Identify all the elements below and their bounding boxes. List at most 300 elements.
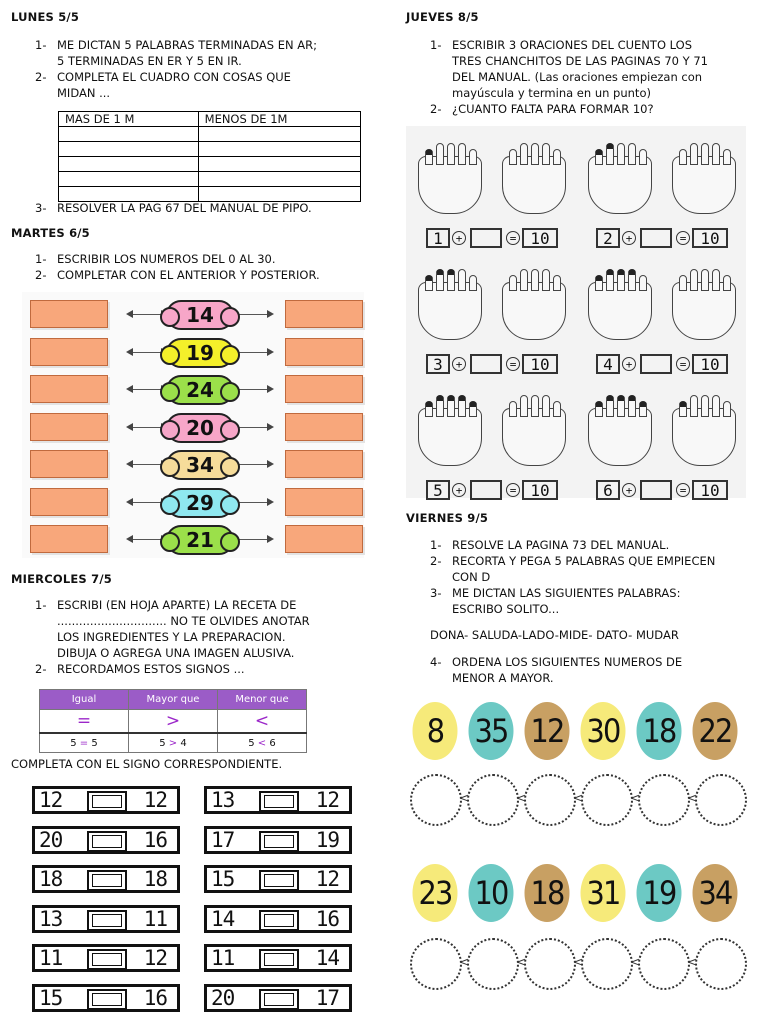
number-flower: 19 [166,338,234,368]
task-item [406,537,766,553]
table-cell[interactable] [198,127,360,142]
hand-drawing [418,282,482,340]
sign-answer-box[interactable] [87,870,127,891]
number-ball: 10 [469,864,514,922]
finger [458,143,466,165]
answer-box[interactable] [470,228,502,248]
task-text: RESOLVE LA PAGINA 73 DEL MANUAL. [452,538,670,552]
finger [447,269,455,291]
neighbors-exercise [22,292,364,558]
finger [712,143,720,165]
finger [712,269,720,291]
equals-sign: = [676,231,690,245]
task-text: ME DICTAN 5 PALABRAS TERMINADAS EN AR; [57,38,317,52]
comparison-box [32,944,180,972]
sign-answer-box[interactable] [259,949,299,970]
table-cell[interactable] [198,142,360,157]
finger [531,269,539,291]
comparison-box [204,984,352,1012]
hand-drawing [418,156,482,214]
lunes-heading: LUNES 5/5 [11,10,80,24]
finger [628,395,636,417]
given-number: 4 [596,354,620,374]
sign-answer-box[interactable] [259,831,299,852]
comparison-box [204,865,352,893]
finger [425,149,433,165]
answer-box-next[interactable] [285,488,363,516]
task-text: ME DICTAN LAS SIGUIENTES PALABRAS: [452,586,681,600]
comparison-box [32,984,180,1012]
comparison-box [32,786,180,814]
table-cell[interactable] [198,157,360,172]
task-number: 2- [35,268,47,282]
finger [606,395,614,417]
finger [447,143,455,165]
compare-left: 12 [39,788,63,812]
jueves-heading: JUEVES 8/5 [406,10,479,24]
equals-sign: = [506,483,520,497]
ten-equation [596,480,728,500]
given-number: 1 [426,228,450,248]
number-flower: 34 [166,450,234,480]
task-number: 3- [35,201,47,215]
task-item [11,69,391,101]
sign-answer-box[interactable] [259,870,299,891]
task-text: .............................. NO TE OLVIDES ANOTAR [57,614,310,628]
finger [639,275,647,291]
task-item [11,37,391,69]
comparison-box [32,826,180,854]
task-text: RECORDAMOS ESTOS SIGNOS ... [57,662,245,676]
answer-box-previous[interactable] [30,300,108,328]
viernes-task-4 [406,654,766,686]
answer-box-next[interactable] [285,375,363,403]
total-number: 10 [522,228,558,248]
finger [531,143,539,165]
finger [723,401,731,417]
total-number: 10 [522,480,558,500]
number-flower: 20 [166,413,234,443]
sign-answer-box[interactable] [259,989,299,1010]
compare-right: 12 [315,788,339,812]
task-text: RECORTA Y PEGA 5 PALABRAS QUE EMPIECEN [452,554,716,568]
martes-tasks [11,251,391,283]
equals-sign: = [676,483,690,497]
hand-drawing [672,408,736,466]
number-ball: 12 [525,702,570,760]
task-item [406,37,766,101]
sign-answer-box[interactable] [259,791,299,812]
task-number: 1- [430,38,442,52]
ten-equation [426,354,558,374]
compare-left: 18 [39,867,63,891]
finger [701,143,709,165]
compare-left: 13 [39,906,63,931]
ordering-exercise [406,700,751,1000]
answer-circle[interactable] [695,938,747,990]
finger [458,269,466,291]
plus-sign: + [622,483,636,497]
task-item [11,267,391,283]
finger [542,269,550,291]
viernes-heading: VIERNES 9/5 [406,511,489,525]
compare-left: 13 [211,788,235,812]
answer-box-next[interactable] [285,338,363,366]
task-text: COMPLETAR CON EL ANTERIOR Y POSTERIOR. [57,268,320,282]
answer-box-previous[interactable] [30,413,108,441]
sign-symbol: > [129,710,218,734]
finger [436,395,444,417]
miercoles-heading: MIERCOLES 7/5 [11,572,112,586]
sign-answer-box[interactable] [87,989,127,1010]
finger [509,401,517,417]
number-ball: 19 [637,864,682,922]
finger [520,269,528,291]
answer-circle[interactable] [581,774,633,826]
answer-circle[interactable] [524,938,576,990]
table-cell[interactable] [59,157,199,172]
answer-circle[interactable] [581,938,633,990]
task-number: 2- [35,70,47,84]
finger [553,275,561,291]
finger [469,149,477,165]
compare-right: 12 [143,946,167,970]
plus-sign: + [622,357,636,371]
less-than-sign: < [573,791,584,805]
number-ball: 35 [469,702,514,760]
equals-sign: = [506,357,520,371]
table-cell[interactable] [198,172,360,187]
finger [679,149,687,165]
number-ball: 22 [693,702,738,760]
finger [639,401,647,417]
less-than-sign: < [516,955,527,969]
number-flower: 24 [166,375,234,405]
answer-box-previous[interactable] [30,525,108,553]
example-a: 5 [248,737,255,749]
total-number: 10 [692,354,728,374]
ten-equation [426,228,558,248]
finger [520,395,528,417]
finger [701,395,709,417]
finger [458,395,466,417]
finger [690,269,698,291]
sign-header: Igual [40,690,129,710]
task-number: 1- [430,538,442,552]
finger [606,269,614,291]
answer-box[interactable] [640,480,672,500]
task-number: 2- [35,662,47,676]
answer-circle[interactable] [467,938,519,990]
martes-heading: MARTES 6/5 [11,226,90,240]
task-number: 1- [35,252,47,266]
finger [679,401,687,417]
task-text: ESCRIBIR LOS NUMEROS DEL 0 AL 30. [57,252,276,266]
hand-drawing [588,408,652,466]
finger [628,143,636,165]
number-ball: 18 [637,702,682,760]
sign-answer-box[interactable] [87,791,127,812]
task-text: DEL MANUAL. (Las oraciones empiezan con [452,70,703,84]
answer-circle[interactable] [695,774,747,826]
task-text: CON D [452,570,491,584]
task-number: 1- [35,38,47,52]
finger [712,395,720,417]
finger [436,269,444,291]
sign-example [218,733,307,753]
plus-sign: + [452,483,466,497]
compare-right: 11 [143,906,167,931]
answer-circle[interactable] [410,938,462,990]
number-flower: 21 [166,525,234,555]
example-b: 6 [269,737,276,749]
sign-answer-box[interactable] [87,831,127,852]
task-text: ESCRIBIR 3 ORACIONES DEL CUENTO LOS [452,38,692,52]
answer-box-previous[interactable] [30,375,108,403]
finger [425,275,433,291]
hand-drawing [588,156,652,214]
finger [447,395,455,417]
less-than-sign: < [687,791,698,805]
compare-left: 20 [39,827,63,852]
compare-right: 17 [315,985,339,1010]
jueves-tasks [406,37,766,117]
compare-left: 11 [211,946,235,970]
hand-drawing [418,408,482,466]
task-number: 1- [35,598,47,612]
finger [617,395,625,417]
equals-sign: = [506,231,520,245]
answer-box-previous[interactable] [30,338,108,366]
hand-drawing [672,282,736,340]
sign-example [40,733,129,753]
less-than-sign: < [459,791,470,805]
answer-circle[interactable] [638,774,690,826]
finger [436,143,444,165]
lunes-tasks [11,37,391,101]
hand-drawing [502,156,566,214]
sign-header: Menor que [218,690,307,710]
answer-box-next[interactable] [285,525,363,553]
sign-example [129,733,218,753]
signs-table [39,689,307,753]
number-flower: 29 [166,488,234,518]
answer-box[interactable] [640,228,672,248]
plus-sign: + [452,231,466,245]
compare-right: 12 [143,788,167,812]
number-ball: 31 [581,864,626,922]
less-than-sign: < [687,955,698,969]
comparison-box [204,944,352,972]
finger [531,395,539,417]
task-text: ESCRIBI (EN HOJA APARTE) LA RECETA DE [57,598,297,612]
finger [595,149,603,165]
compare-right: 18 [143,867,167,891]
task-text: DIBUJA O AGREGA UNA IMAGEN ALUSIVA. [57,646,295,660]
compare-left: 20 [211,985,235,1010]
task-text: 5 TERMINADAS EN ER Y 5 EN IR. [57,54,242,68]
answer-circle[interactable] [410,774,462,826]
task-text: mayúscula y termina en un punto) [452,86,651,100]
answer-circle[interactable] [524,774,576,826]
compare-left: 15 [211,867,235,891]
finger [542,143,550,165]
compare-right: 16 [143,827,167,852]
task-text: ESCRIBO SOLITO... [452,602,560,616]
complete-instruction: COMPLETA CON EL SIGNO CORRESPONDIENTE. [11,757,283,771]
compare-left: 15 [39,985,63,1010]
example-op: > [168,737,178,749]
total-number: 10 [522,354,558,374]
sign-answer-box[interactable] [259,910,299,931]
task-number: 4- [430,655,442,669]
task-item [406,101,766,117]
answer-box-next[interactable] [285,413,363,441]
ten-equation [596,228,728,248]
task-text: MIDAN ... [57,86,111,100]
comparison-box [204,826,352,854]
miercoles-tasks [11,597,391,677]
measure-table [58,111,361,202]
total-number: 10 [692,228,728,248]
comparison-box [32,905,180,933]
finger [639,149,647,165]
given-number: 6 [596,480,620,500]
finger [628,269,636,291]
finger [723,275,731,291]
task-item [406,585,766,617]
answer-box[interactable] [470,480,502,500]
example-a: 5 [159,737,166,749]
finger [595,401,603,417]
number-ball: 18 [525,864,570,922]
finger [542,395,550,417]
task-text: RESOLVER LA PAG 67 DEL MANUAL DE PIPO. [57,201,312,215]
answer-box-next[interactable] [285,300,363,328]
comparisons-area [0,780,380,1020]
finger [425,401,433,417]
sign-symbol: < [218,710,307,734]
task-number: 2- [430,102,442,116]
table-cell[interactable] [59,172,199,187]
finger [595,275,603,291]
task-item [11,597,391,661]
table-cell[interactable] [59,142,199,157]
equals-sign: = [676,357,690,371]
task-item [11,661,391,677]
answer-circle[interactable] [467,774,519,826]
finger [701,269,709,291]
less-than-sign: < [516,791,527,805]
number-ball: 34 [693,864,738,922]
finger [617,143,625,165]
ten-equation [596,354,728,374]
table-header: MENOS DE 1M [198,112,360,127]
table-cell[interactable] [59,127,199,142]
task-text: MENOR A MAYOR. [452,671,554,685]
task-item [11,251,391,267]
number-ball: 23 [413,864,458,922]
given-number: 5 [426,480,450,500]
task-text: LOS INGREDIENTES Y LA PREPARACION. [57,630,286,644]
less-than-sign: < [630,955,641,969]
answer-box-next[interactable] [285,450,363,478]
answer-box[interactable] [640,354,672,374]
viernes-tasks [406,537,766,617]
plus-sign: + [622,231,636,245]
lunes-task-3 [11,200,391,216]
sign-header: Mayor que [129,690,218,710]
finger [553,149,561,165]
example-b: 5 [91,737,98,749]
less-than-sign: < [573,955,584,969]
compare-right: 14 [315,946,339,970]
compare-left: 14 [211,906,235,931]
sign-answer-box[interactable] [87,910,127,931]
less-than-sign: < [459,955,470,969]
task-number: 2- [430,554,442,568]
compare-left: 11 [39,946,63,970]
answer-box-previous[interactable] [30,488,108,516]
dictation-words: DONA- SALUDA-LADO-MIDE- DATO- MUDAR [430,628,679,642]
example-op: = [79,737,89,749]
answer-circle[interactable] [638,938,690,990]
comparison-box [204,905,352,933]
compare-left: 17 [211,827,235,852]
task-number: 3- [430,586,442,600]
number-ball: 8 [413,702,458,760]
sign-symbol: = [40,710,129,734]
compare-right: 16 [143,985,167,1010]
finger [553,401,561,417]
hand-drawing [502,408,566,466]
total-number: 10 [692,480,728,500]
given-number: 3 [426,354,450,374]
hand-drawing [672,156,736,214]
example-b: 4 [180,737,187,749]
finger [690,143,698,165]
hands-exercise-image [406,126,746,498]
compare-right: 12 [315,867,339,891]
task-text: COMPLETA EL CUADRO CON COSAS QUE [57,70,291,84]
compare-right: 16 [315,906,339,931]
hand-drawing [588,282,652,340]
ten-equation [426,480,558,500]
task-item [406,553,766,585]
finger [690,395,698,417]
finger [469,401,477,417]
finger [509,275,517,291]
finger [509,149,517,165]
less-than-sign: < [630,791,641,805]
task-item [11,200,391,216]
finger [723,149,731,165]
comparison-box [204,786,352,814]
table-header: MAS DE 1 M [59,112,199,127]
sign-answer-box[interactable] [87,949,127,970]
task-text: ¿CUANTO FALTA PARA FORMAR 10? [452,102,654,116]
finger [469,275,477,291]
plus-sign: + [452,357,466,371]
example-a: 5 [70,737,77,749]
number-flower: 14 [166,300,234,330]
task-text: TRES CHANCHITOS DE LAS PAGINAS 70 Y 71 [452,54,708,68]
answer-box-previous[interactable] [30,450,108,478]
comparison-box [32,865,180,893]
hand-drawing [502,282,566,340]
answer-box[interactable] [470,354,502,374]
finger [617,269,625,291]
